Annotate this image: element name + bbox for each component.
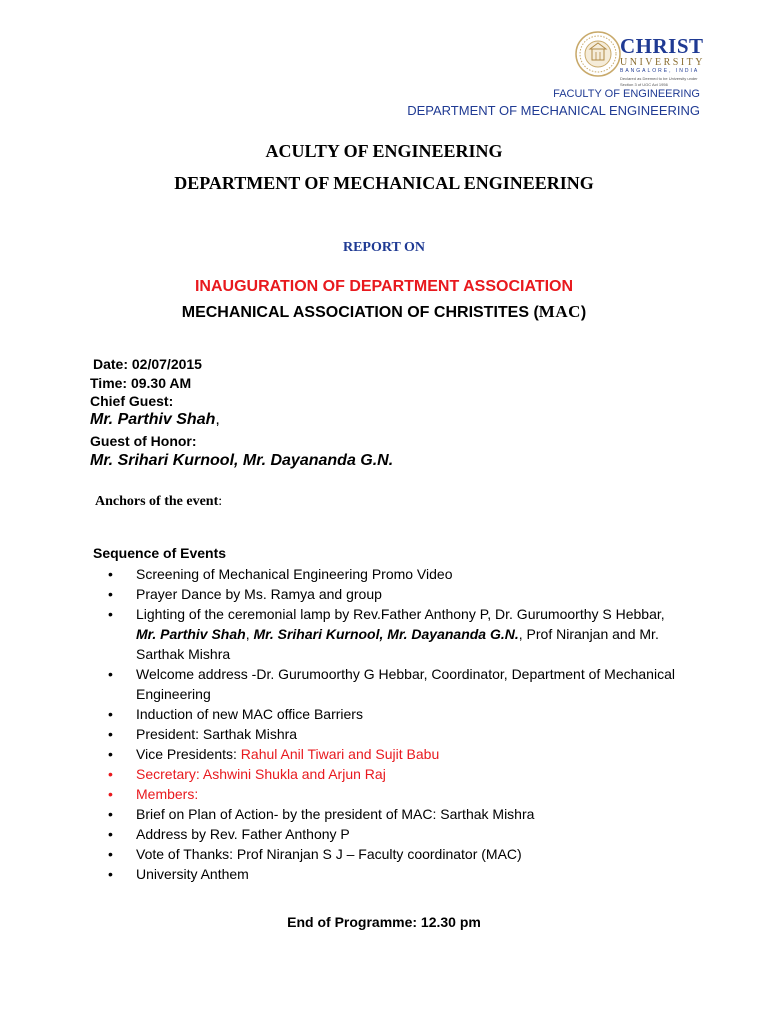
bullet: •	[108, 846, 113, 862]
list-item	[108, 744, 678, 764]
page-title-faculty: ACULTY OF ENGINEERING	[265, 141, 503, 161]
vice-presidents-names: Rahul Anil Tiwari and Sujit Babu	[240, 746, 440, 762]
lamp-text-c: ,	[245, 626, 254, 642]
christ-university-logo	[574, 30, 705, 87]
anchors-colon: :	[218, 494, 223, 509]
guest-of-honor-names: Mr. Srihari Kurnool, Mr. Dayananda G.N.	[90, 452, 394, 469]
list-item-text: President: Sarthak Mishra	[136, 726, 298, 742]
list-item	[108, 724, 678, 744]
list-item	[108, 804, 678, 824]
bullet: •	[108, 826, 113, 842]
event-date: Date: 02/07/2015	[93, 356, 202, 372]
bullet: •	[108, 766, 113, 782]
lamp-chief-guest: Mr. Parthiv Shah	[136, 626, 246, 642]
anchors-label: Anchors of the event	[95, 494, 219, 509]
report-on-heading: REPORT ON	[342, 240, 426, 255]
sequence-title: Sequence of Events	[93, 545, 227, 561]
list-item	[108, 564, 678, 584]
list-item-text: Address by Rev. Father Anthony P	[136, 826, 350, 842]
bullet: •	[108, 666, 113, 682]
end-of-programme: End of Programme: 12.30 pm	[287, 914, 481, 930]
list-item-text: Vote of Thanks: Prof Niranjan S J – Faculty coordinator (MAC)	[136, 846, 522, 862]
page-title-department: DEPARTMENT OF MECHANICAL ENGINEERING	[174, 173, 594, 193]
list-item	[108, 584, 678, 604]
list-item	[108, 864, 678, 884]
list-item	[108, 664, 678, 704]
guest-of-honor-label: Guest of Honor:	[90, 433, 197, 449]
logo-name: CHRIST	[620, 34, 704, 58]
bullet: •	[108, 866, 113, 882]
list-item	[108, 604, 678, 664]
list-item-text: Brief on Plan of Action- by the president of MAC: Sarthak Mishra	[136, 806, 535, 822]
list-item	[108, 784, 678, 804]
list-item	[108, 704, 678, 724]
logo-deemed-text: Declared as Deemed to be University under Section 3 of UGC Act 1956	[620, 76, 698, 87]
list-item-text	[136, 746, 439, 762]
chief-guest-label: Chief Guest:	[90, 393, 174, 409]
chief-guest-suffix: ,	[215, 411, 220, 428]
list-item-text: Welcome address -Dr. Gurumoorthy G Hebbar, Coordinator, Department of Mechanical Engineering	[136, 666, 675, 702]
bullet: •	[108, 586, 113, 602]
header-faculty: FACULTY OF ENGINEERING	[553, 88, 700, 100]
list-item-text: Members:	[136, 786, 199, 802]
sequence-of-events-list	[108, 564, 678, 884]
event-time: Time: 09.30 AM	[90, 375, 192, 391]
lamp-text-a: Lighting of the ceremonial lamp by Rev.Father Anthony P, Dr. Gurumoorthy S Hebbar,	[136, 606, 665, 622]
university-seal-icon	[574, 30, 622, 78]
list-item	[108, 824, 678, 844]
bullet: •	[108, 606, 113, 622]
bullet: •	[108, 566, 113, 582]
header-department: DEPARTMENT OF MECHANICAL ENGINEERING	[407, 103, 700, 118]
bullet: •	[108, 706, 113, 722]
bullet: •	[108, 786, 113, 802]
list-item-text: Prayer Dance by Ms. Ramya and group	[136, 586, 382, 602]
list-item	[108, 764, 678, 784]
list-item-text: Induction of new MAC office Barriers	[136, 706, 363, 722]
logo-subtitle: UNIVERSITY	[620, 57, 705, 68]
association-title	[0, 302, 768, 322]
list-item-text: Secretary: Ashwini Shukla and Arjun Raj	[136, 766, 386, 782]
event-title: INAUGURATION OF DEPARTMENT ASSOCIATION	[194, 278, 574, 295]
list-item-text	[136, 606, 665, 662]
association-abbr: MAC	[538, 302, 581, 321]
association-close: )	[580, 304, 587, 321]
list-item-text: University Anthem	[136, 866, 249, 882]
lamp-text-e: , Prof Niranjan and Mr. Sarthak Mishra	[136, 626, 659, 662]
chief-guest-name: Mr. Parthiv Shah	[90, 411, 216, 428]
list-item-text: Screening of Mechanical Engineering Promo Video	[136, 566, 453, 582]
bullet: •	[108, 806, 113, 822]
chief-guest	[90, 411, 220, 429]
lamp-guests: Mr. Srihari Kurnool, Mr. Dayananda G.N.	[253, 626, 519, 642]
vice-presidents-label: Vice Presidents:	[136, 746, 241, 762]
bullet: •	[108, 746, 113, 762]
anchors-line	[95, 494, 222, 510]
bullet: •	[108, 726, 113, 742]
logo-city: BANGALORE, INDIA	[620, 68, 700, 74]
association-name: MECHANICAL ASSOCIATION OF CHRISTITES (	[181, 304, 539, 321]
list-item	[108, 844, 678, 864]
